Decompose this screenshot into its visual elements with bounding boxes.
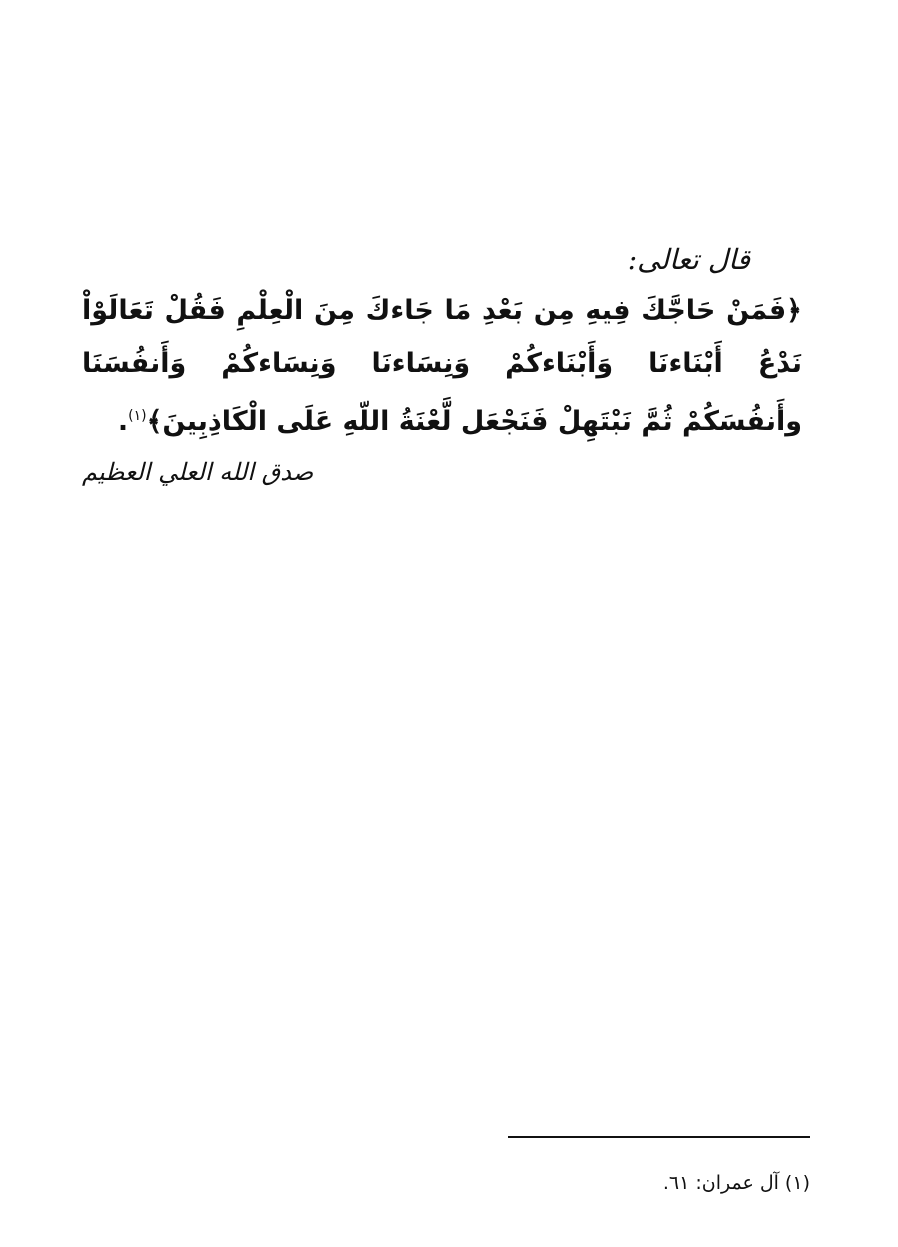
quran-verse <box>82 284 802 448</box>
closing-phrase: صدق الله العلي العظيم <box>82 458 314 486</box>
verse-end-punctuation: . <box>117 406 129 437</box>
intro-text: قال تعالى: <box>627 243 750 276</box>
footnote-reference: (١) <box>128 408 147 424</box>
footnote-divider <box>508 1136 810 1138</box>
footnote: (١) آل عمران: ٦١. <box>662 1172 810 1194</box>
verse-text: ﴿فَمَنْ حَاجَّكَ فِيهِ مِن بَعْدِ مَا جَاءكَ مِنَ الْعِلْمِ فَقُلْ تَعَالَوْاْ نَدْعُ أَبْنَاءنَا وَأَبْنَاءكُمْ وَنِسَاءنَا وَنِسَاءكُمْ وَأَنفُسَنَا وأَنفُسَكُمْ ثُمَّ نَبْتَهِلْ فَنَجْعَل لَّعْنَةُ اللّهِ عَلَى الْكَاذِبِينَ﴾ <box>82 295 802 437</box>
